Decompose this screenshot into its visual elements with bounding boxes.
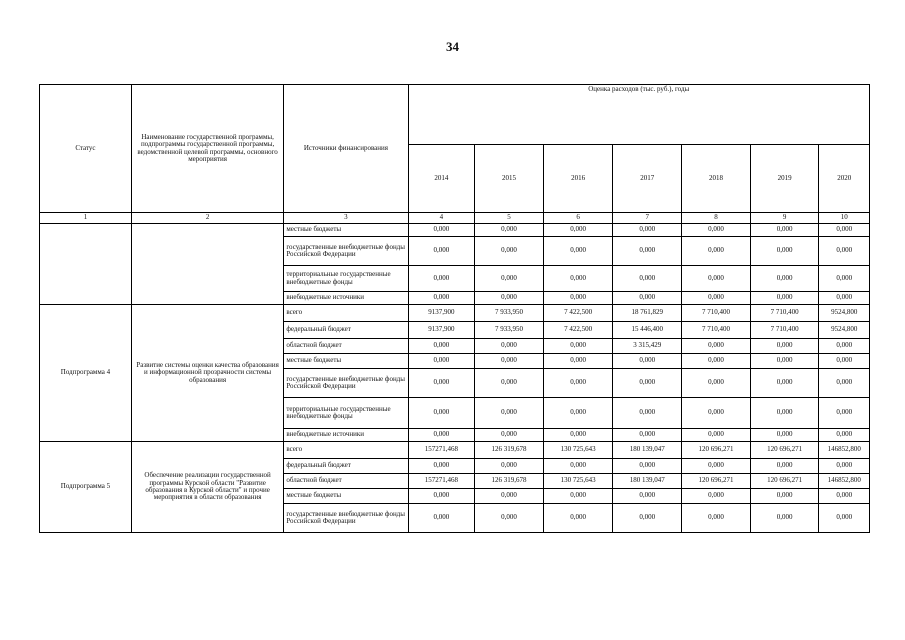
value-cell: 0,000 [750, 224, 819, 237]
header-sources: Источники финансирования [284, 85, 408, 213]
value-cell: 0,000 [819, 224, 870, 237]
value-cell: 0,000 [613, 266, 682, 292]
value-cell: 0,000 [750, 429, 819, 442]
column-number: 4 [408, 213, 475, 224]
value-cell: 130 725,643 [543, 442, 613, 459]
status-cell [40, 224, 132, 305]
funding-source-cell: государственные внебюджетные фонды Российской Федерации [284, 369, 408, 398]
value-cell: 0,000 [819, 398, 870, 429]
value-cell: 0,000 [543, 354, 613, 369]
value-cell: 0,000 [682, 224, 751, 237]
value-cell: 0,000 [543, 266, 613, 292]
budget-table [39, 84, 870, 533]
value-cell: 0,000 [475, 429, 544, 442]
value-cell: 0,000 [475, 504, 544, 533]
value-cell: 0,000 [475, 398, 544, 429]
header-year: 2020 [819, 145, 870, 213]
value-cell: 0,000 [682, 339, 751, 354]
funding-source-cell: внебюджетные источники [284, 292, 408, 305]
value-cell: 0,000 [682, 429, 751, 442]
value-cell: 0,000 [613, 459, 682, 474]
value-cell: 3 315,429 [613, 339, 682, 354]
value-cell: 120 696,271 [750, 442, 819, 459]
value-cell: 0,000 [543, 489, 613, 504]
value-cell: 0,000 [408, 398, 475, 429]
header-year: 2016 [543, 145, 613, 213]
value-cell: 0,000 [682, 266, 751, 292]
value-cell: 0,000 [819, 292, 870, 305]
funding-source-cell: областной бюджет [284, 474, 408, 489]
value-cell: 0,000 [613, 489, 682, 504]
value-cell: 0,000 [750, 369, 819, 398]
header-estimate: Оценка расходов (тыс. руб.), годы [408, 85, 869, 145]
funding-source-cell: местные бюджеты [284, 354, 408, 369]
value-cell: 157271,468 [408, 442, 475, 459]
column-number: 10 [819, 213, 870, 224]
table-row [40, 305, 870, 322]
funding-source-cell: всего [284, 442, 408, 459]
value-cell: 0,000 [682, 398, 751, 429]
table-row [40, 442, 870, 459]
program-name-cell: Развитие системы оценки качества образования и информационной прозрачности системы образования [131, 305, 283, 442]
value-cell: 0,000 [613, 504, 682, 533]
value-cell: 0,000 [408, 504, 475, 533]
value-cell: 0,000 [613, 237, 682, 266]
value-cell: 0,000 [819, 489, 870, 504]
value-cell: 157271,468 [408, 474, 475, 489]
value-cell: 0,000 [408, 459, 475, 474]
funding-source-cell: федеральный бюджет [284, 322, 408, 339]
value-cell: 120 696,271 [750, 474, 819, 489]
value-cell: 0,000 [819, 429, 870, 442]
value-cell: 0,000 [408, 224, 475, 237]
status-cell: Подпрограмма 4 [40, 305, 132, 442]
value-cell: 0,000 [543, 398, 613, 429]
value-cell: 0,000 [475, 224, 544, 237]
value-cell: 0,000 [543, 292, 613, 305]
value-cell: 0,000 [475, 266, 544, 292]
value-cell: 7 710,400 [682, 305, 751, 322]
value-cell: 0,000 [682, 237, 751, 266]
value-cell: 0,000 [750, 354, 819, 369]
funding-source-cell: внебюджетные источники [284, 429, 408, 442]
value-cell: 0,000 [819, 504, 870, 533]
funding-source-cell: государственные внебюджетные фонды Российской Федерации [284, 237, 408, 266]
column-number: 9 [750, 213, 819, 224]
value-cell: 0,000 [682, 489, 751, 504]
value-cell: 126 319,678 [475, 442, 544, 459]
value-cell: 126 319,678 [475, 474, 544, 489]
value-cell: 0,000 [613, 369, 682, 398]
value-cell: 0,000 [543, 237, 613, 266]
value-cell: 180 139,047 [613, 442, 682, 459]
value-cell: 0,000 [682, 354, 751, 369]
funding-source-cell: федеральный бюджет [284, 459, 408, 474]
header-year: 2017 [613, 145, 682, 213]
value-cell: 130 725,643 [543, 474, 613, 489]
value-cell: 0,000 [475, 339, 544, 354]
value-cell: 146852,800 [819, 442, 870, 459]
value-cell: 0,000 [408, 429, 475, 442]
funding-source-cell: территориальные государственные внебюджетные фонды [284, 266, 408, 292]
value-cell: 0,000 [408, 354, 475, 369]
funding-source-cell: всего [284, 305, 408, 322]
value-cell: 9524,800 [819, 322, 870, 339]
value-cell: 7 710,400 [750, 322, 819, 339]
value-cell: 0,000 [613, 292, 682, 305]
value-cell: 0,000 [543, 224, 613, 237]
value-cell: 0,000 [750, 398, 819, 429]
value-cell: 0,000 [475, 369, 544, 398]
funding-source-cell: государственные внебюджетные фонды Российской Федерации [284, 504, 408, 533]
value-cell: 0,000 [543, 459, 613, 474]
program-name-cell: Обеспечение реализации государственной программы Курской области "Развитие образования в Курской области" и прочие мероприятия в области образования [131, 442, 283, 533]
value-cell: 0,000 [613, 224, 682, 237]
value-cell: 0,000 [819, 339, 870, 354]
header-year: 2019 [750, 145, 819, 213]
value-cell: 0,000 [682, 504, 751, 533]
header-status: Статус [40, 85, 132, 213]
column-number: 8 [682, 213, 751, 224]
column-number: 3 [284, 213, 408, 224]
value-cell: 0,000 [750, 237, 819, 266]
value-cell: 0,000 [819, 237, 870, 266]
value-cell: 0,000 [613, 354, 682, 369]
value-cell: 0,000 [543, 369, 613, 398]
value-cell: 0,000 [543, 339, 613, 354]
column-number: 7 [613, 213, 682, 224]
status-cell: Подпрограмма 5 [40, 442, 132, 533]
value-cell: 0,000 [682, 369, 751, 398]
value-cell: 0,000 [750, 339, 819, 354]
column-number: 2 [131, 213, 283, 224]
header-year: 2014 [408, 145, 475, 213]
value-cell: 9524,800 [819, 305, 870, 322]
value-cell: 0,000 [408, 339, 475, 354]
column-number: 6 [543, 213, 613, 224]
value-cell: 0,000 [750, 266, 819, 292]
value-cell: 0,000 [543, 504, 613, 533]
value-cell: 7 710,400 [682, 322, 751, 339]
value-cell: 15 446,400 [613, 322, 682, 339]
value-cell: 0,000 [613, 398, 682, 429]
value-cell: 0,000 [613, 429, 682, 442]
table-row [40, 224, 870, 237]
funding-source-cell: территориальные государственные внебюджетные фонды [284, 398, 408, 429]
value-cell: 0,000 [682, 292, 751, 305]
value-cell: 0,000 [819, 369, 870, 398]
value-cell: 0,000 [475, 459, 544, 474]
value-cell: 180 139,047 [613, 474, 682, 489]
header-name: Наименование государственной программы, подпрограммы государственной программы, ведомственной целевой программы, основного мероприятия [131, 85, 283, 213]
value-cell: 9137,900 [408, 322, 475, 339]
value-cell: 0,000 [408, 369, 475, 398]
column-number: 5 [475, 213, 544, 224]
value-cell: 0,000 [750, 459, 819, 474]
funding-source-cell: областной бюджет [284, 339, 408, 354]
value-cell: 0,000 [750, 292, 819, 305]
header-year: 2015 [475, 145, 544, 213]
value-cell: 9137,900 [408, 305, 475, 322]
value-cell: 0,000 [408, 489, 475, 504]
value-cell: 0,000 [475, 489, 544, 504]
value-cell: 120 696,271 [682, 474, 751, 489]
value-cell: 146852,800 [819, 474, 870, 489]
funding-source-cell: местные бюджеты [284, 224, 408, 237]
value-cell: 18 761,829 [613, 305, 682, 322]
page-number: 34 [446, 39, 459, 54]
value-cell: 0,000 [475, 237, 544, 266]
value-cell: 0,000 [750, 489, 819, 504]
value-cell: 0,000 [682, 459, 751, 474]
value-cell: 7 422,500 [543, 305, 613, 322]
funding-source-cell: местные бюджеты [284, 489, 408, 504]
value-cell: 0,000 [408, 237, 475, 266]
column-number: 1 [40, 213, 132, 224]
value-cell: 7 933,950 [475, 305, 544, 322]
value-cell: 0,000 [750, 504, 819, 533]
value-cell: 7 710,400 [750, 305, 819, 322]
header-year: 2018 [682, 145, 751, 213]
value-cell: 7 422,500 [543, 322, 613, 339]
value-cell: 120 696,271 [682, 442, 751, 459]
value-cell: 0,000 [475, 354, 544, 369]
program-name-cell [131, 224, 283, 305]
value-cell: 0,000 [408, 292, 475, 305]
value-cell: 0,000 [819, 266, 870, 292]
value-cell: 0,000 [475, 292, 544, 305]
value-cell: 7 933,950 [475, 322, 544, 339]
value-cell: 0,000 [543, 429, 613, 442]
value-cell: 0,000 [408, 266, 475, 292]
value-cell: 0,000 [819, 459, 870, 474]
value-cell: 0,000 [819, 354, 870, 369]
